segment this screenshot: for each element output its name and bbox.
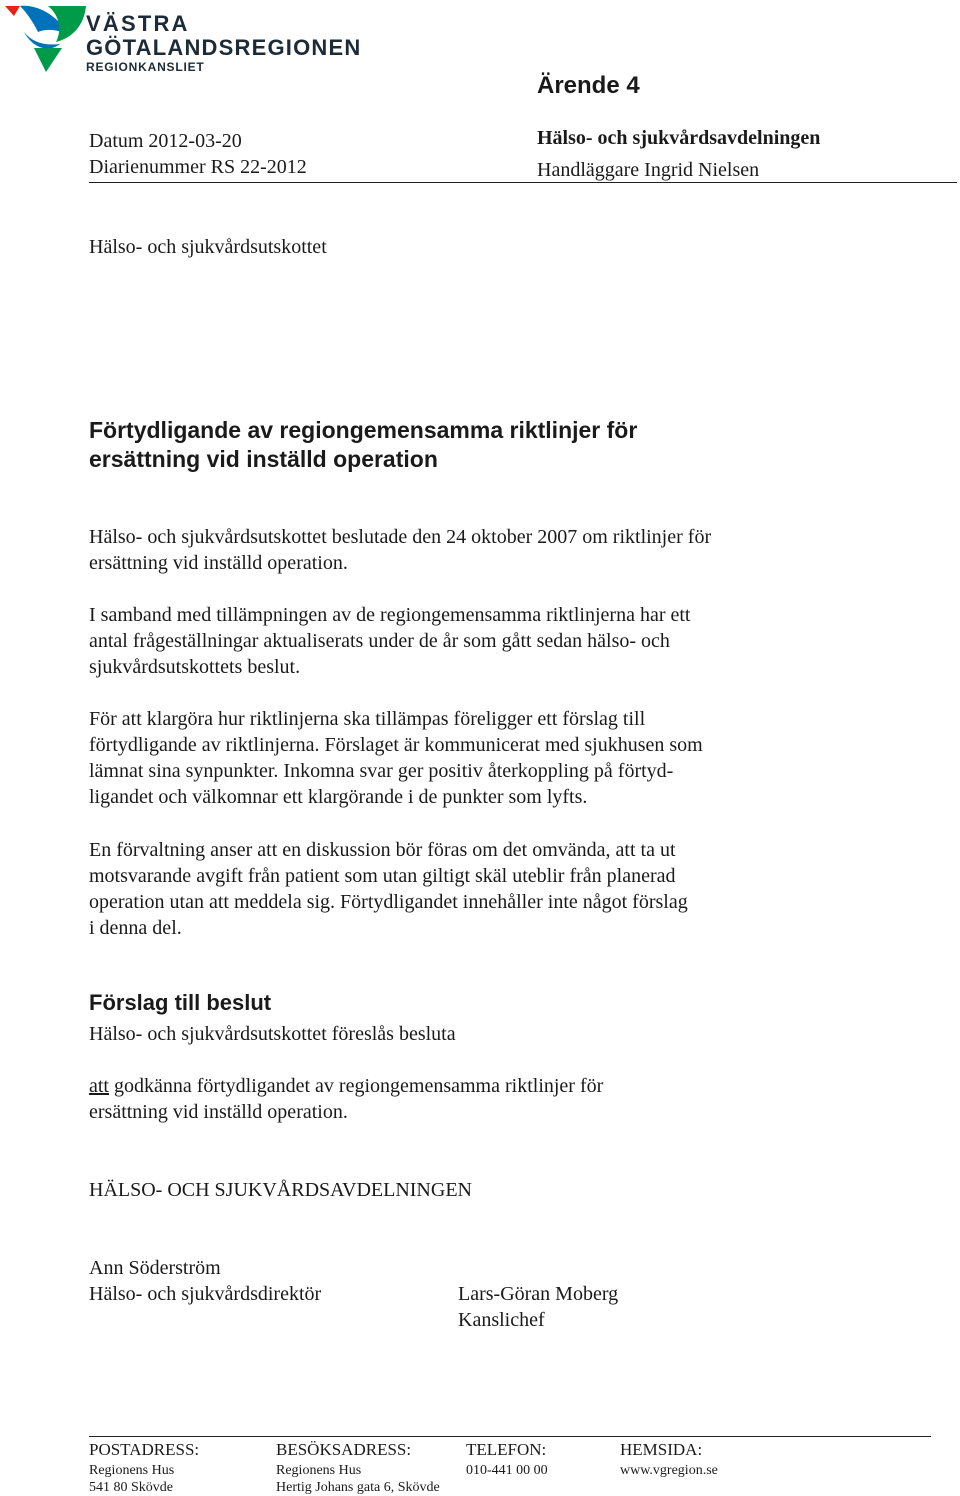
att-marker: att <box>89 1075 109 1097</box>
footer-phone-label: TELEFON: <box>466 1440 547 1459</box>
text-line: För att klargöra hur riktlinjerna ska tillämpas föreligger ett förslag till <box>89 708 646 730</box>
footer-phone-value: 010-441 00 00 <box>466 1463 548 1478</box>
proposal-intro: Hälso- och sjukvårdsutskottet föreslås besluta <box>89 1023 456 1045</box>
paragraph-2 <box>89 602 829 680</box>
diary-number: Diarienummer RS 22-2012 <box>89 156 307 178</box>
region-emblem-icon <box>4 2 86 76</box>
text-line: operation utan att meddela sig. Förtydligandet innehåller inte något förslag <box>89 891 688 913</box>
date-label: Datum 2012-03-20 <box>89 130 242 152</box>
footer-postal-line1: Regionens Hus <box>89 1463 175 1478</box>
logo-text-line1: VÄSTRA <box>86 11 190 36</box>
text-line: lämnat sina synpunkter. Inkomna svar ger positiv återkoppling på förtyd- <box>89 760 674 782</box>
title-line: ersättning vid inställd operation <box>89 446 438 472</box>
footer-visit-label: BESÖKSADRESS: <box>276 1440 412 1459</box>
footer-visit-line1: Regionens Hus <box>276 1463 362 1478</box>
proposal-heading: Förslag till beslut <box>89 990 272 1015</box>
paragraph-4 <box>89 837 829 941</box>
signatory-1-title: Hälso- och sjukvårdsdirektör <box>89 1283 322 1305</box>
text-line: förtydligande av riktlinjerna. Förslaget är kommunicerat med sjukhusen som <box>89 734 703 756</box>
proposal-decision <box>89 1073 829 1125</box>
signatory-1-name: Ann Söderström <box>89 1257 221 1279</box>
department-name: Hälso- och sjukvårdsavdelningen <box>537 127 821 149</box>
footer-postal-label: POSTADRESS: <box>89 1440 200 1459</box>
text-line: i denna del. <box>89 917 182 939</box>
recipient: Hälso- och sjukvårdsutskottet <box>89 236 327 258</box>
footer-divider <box>89 1436 931 1437</box>
document-title <box>89 416 637 474</box>
footer-web-label: HEMSIDA: <box>620 1440 703 1459</box>
text-line: ligandet och välkomnar ett klargörande i de punkter som lyfts. <box>89 786 588 808</box>
decision-text: godkänna förtydligandet av regiongemensamma riktlinjer för <box>109 1075 604 1097</box>
logo-text-line2: GÖTALANDSREGIONEN <box>86 35 362 60</box>
title-line: Förtydligande av regiongemensamma riktlinjer för <box>89 417 638 443</box>
footer-visit-line2: Hertig Johans gata 6, Skövde <box>276 1480 440 1495</box>
text-line: En förvaltning anser att en diskussion bör föras om det omvända, att ta ut <box>89 839 676 861</box>
logo-text-line3: REGIONKANSLIET <box>86 60 205 74</box>
department-caps: HÄLSO- OCH SJUKVÅRDSAVDELNINGEN <box>89 1179 472 1201</box>
case-officer: Handläggare Ingrid Nielsen <box>537 159 760 181</box>
text-line: Hälso- och sjukvårdsutskottet beslutade den 24 oktober 2007 om riktlinjer för <box>89 526 712 548</box>
text-line: I samband med tillämpningen av de regiongemensamma riktlinjerna har ett <box>89 604 691 626</box>
footer-web-link[interactable]: www.vgregion.se <box>620 1463 718 1478</box>
footer-postal-line2: 541 80 Skövde <box>89 1480 173 1495</box>
paragraph-1 <box>89 524 829 576</box>
organization-logo <box>4 2 362 76</box>
signatory-2-title: Kanslichef <box>458 1309 545 1331</box>
signatory-2-name: Lars-Göran Moberg <box>458 1283 619 1305</box>
paragraph-3 <box>89 706 829 810</box>
text-line: motsvarande avgift från patient som utan giltigt skäl uteblir från planerad <box>89 865 676 887</box>
decision-line <box>89 1073 829 1099</box>
text-line: antal frågeställningar aktualiserats under de år som gått sedan hälso- och <box>89 630 670 652</box>
agenda-item-title: Ärende 4 <box>537 72 640 99</box>
text-line: sjukvårdsutskottets beslut. <box>89 656 301 678</box>
header-divider <box>89 182 957 183</box>
text-line: ersättning vid inställd operation. <box>89 552 348 574</box>
decision-line: ersättning vid inställd operation. <box>89 1101 348 1123</box>
